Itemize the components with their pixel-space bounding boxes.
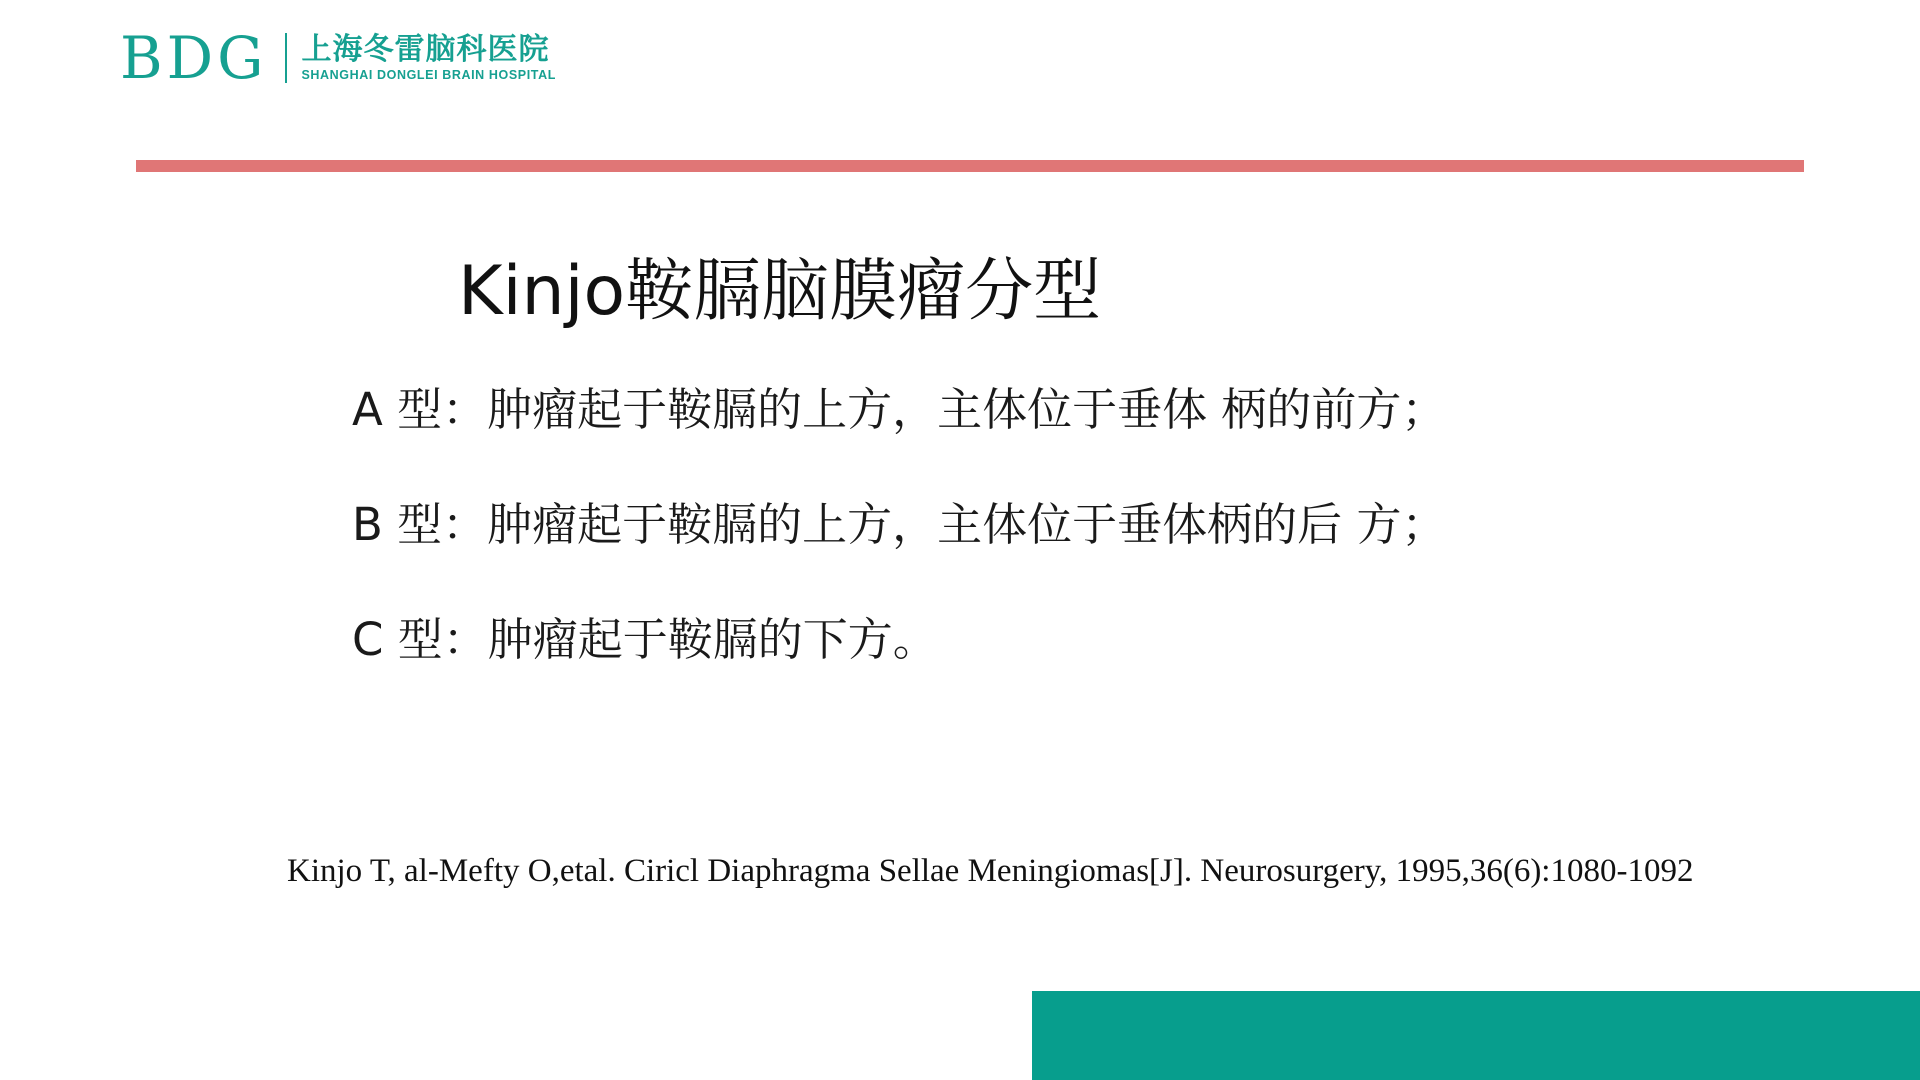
logo-text	[301, 33, 555, 83]
slide-title: Kinjo鞍膈脑膜瘤分型	[458, 252, 1102, 331]
logo-mark: BDG	[120, 24, 268, 92]
footer-band	[1032, 991, 1920, 1080]
type-b-item: B 型：肿瘤起于鞍膈的上方，主体位于垂体柄的后 方；	[352, 498, 1447, 551]
hospital-name-en: SHANGHAI DONGLEI BRAIN HOSPITAL	[301, 68, 556, 82]
classification-list	[352, 380, 1446, 725]
logo-divider	[285, 33, 287, 83]
reference-citation: Kinjo T, al-Mefty O,etal. Ciricl Diaphragma Sellae Meningiomas[J]. Neurosurgery, 1995,36(6):1080-1092	[287, 853, 1694, 889]
header-divider	[136, 160, 1804, 172]
type-c-item: C 型：肿瘤起于鞍膈的下方。	[352, 613, 938, 666]
hospital-logo	[120, 24, 556, 92]
type-a-item: A 型：肿瘤起于鞍膈的上方，主体位于垂体 柄的前方；	[352, 383, 1447, 436]
hospital-name-cn: 上海冬雷脑科医院	[301, 32, 550, 67]
